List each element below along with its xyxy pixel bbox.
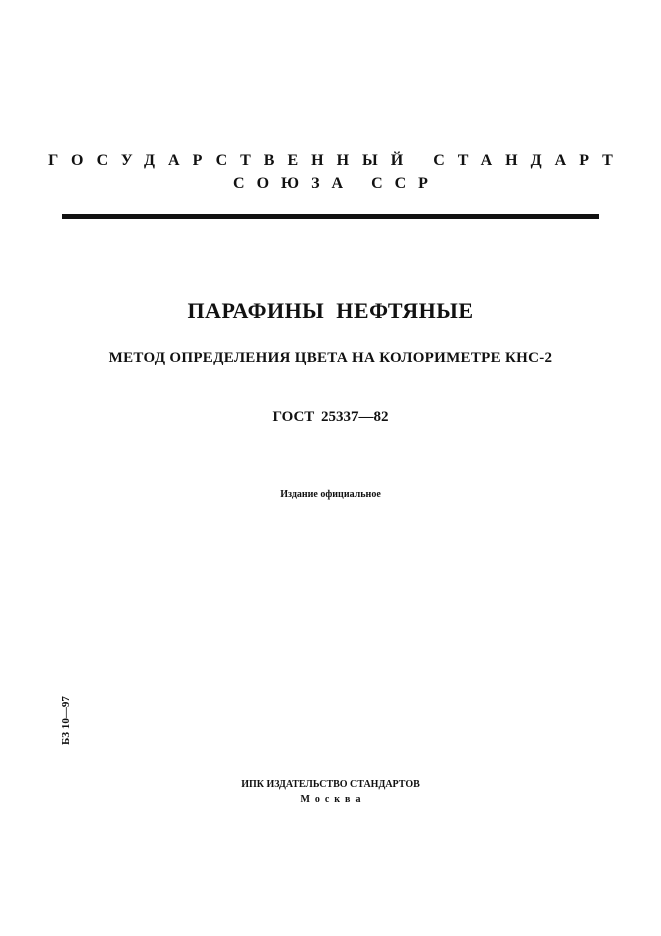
standard-number: ГОСТ 25337—82 — [272, 409, 389, 425]
side-code: БЗ 10—97 — [60, 696, 72, 745]
document-title: ПАРАФИНЫ НЕФТЯНЫЕ — [187, 298, 474, 323]
edition-note: Издание официальное — [280, 489, 381, 500]
divider-rule — [62, 214, 599, 219]
header-line-1: ГОСУДАРСТВЕННЫЙ СТАНДАРТ — [48, 152, 626, 169]
document-subtitle: МЕТОД ОПРЕДЕЛЕНИЯ ЦВЕТА НА КОЛОРИМЕТРЕ КНС-2 — [108, 350, 553, 366]
publisher-city: Москва — [300, 794, 366, 805]
header-line-2: СОЮЗА ССР — [233, 175, 440, 192]
publisher: ИПК ИЗДАТЕЛЬСТВО СТАНДАРТОВ — [241, 779, 420, 790]
